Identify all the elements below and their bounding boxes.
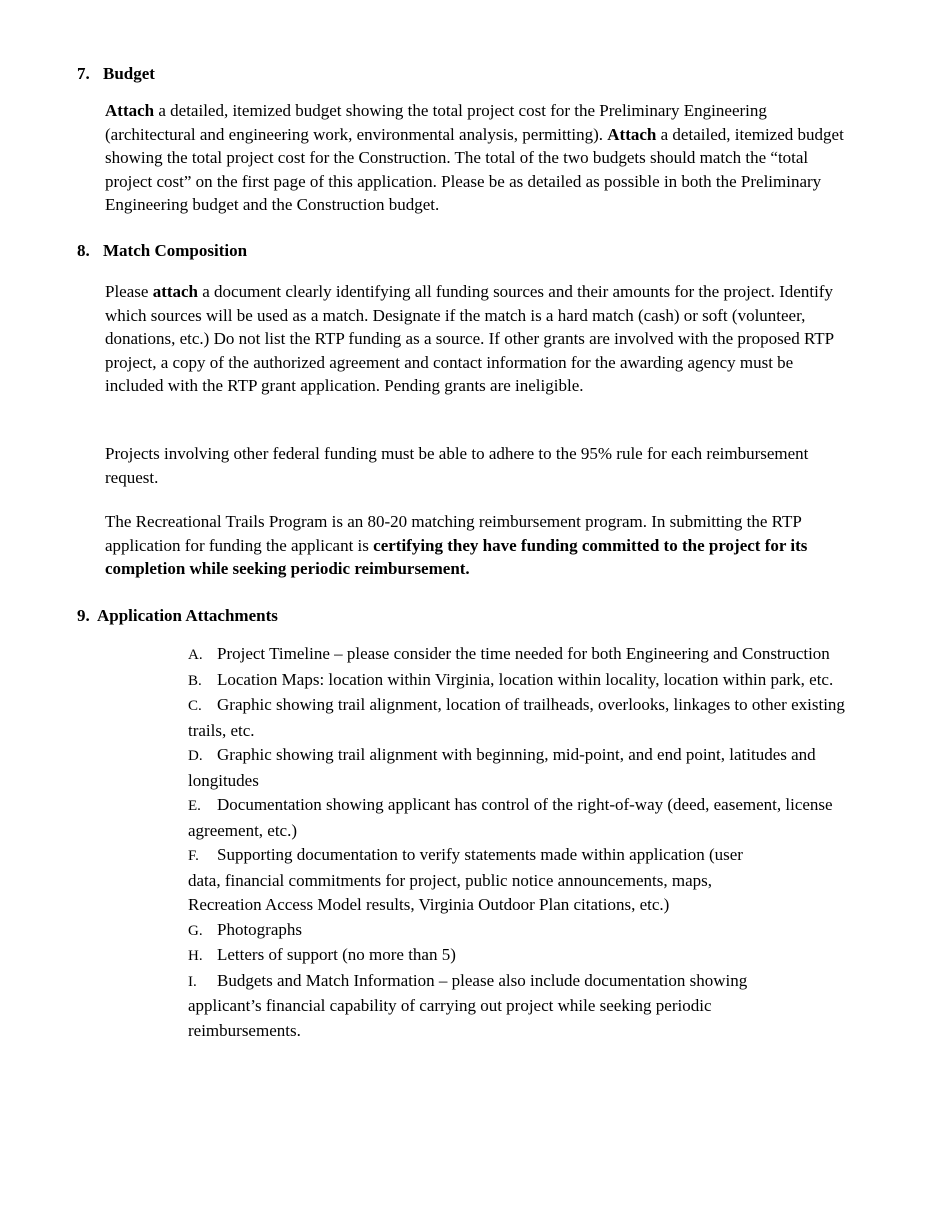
text-run: Projects involving other federal funding must be able to adhere to the 95% rule for each reimbursement request. [105,444,809,487]
attachments-list [188,642,848,1043]
list-item [188,668,848,694]
item-letter: C. [188,698,202,714]
item-text: Graphic showing trail alignment, location of trailheads, overlooks, linkages to other existing trails, etc. [188,695,845,740]
item-text: Photographs [217,919,302,939]
list-item [188,793,848,843]
text-run: Attach [607,124,657,144]
section-number: 9. [77,606,90,625]
section-title: Match Composition [103,241,248,260]
item-text: Graphic showing trail alignment with beginning, mid-point, and end point, latitudes and longitudes [188,745,816,790]
item-text: Supporting documentation to verify statements made within application (user data, financial commitments for project, public notice announcements, maps, Recreation Access Model results, Virginia Outdoor Plan citations, etc.) [188,845,743,914]
item-letter: I. [188,973,197,990]
list-item [188,743,848,793]
section-heading-application-attachments [77,606,278,626]
item-letter: G. [188,922,203,939]
text-run: a detailed, itemized budget showing the total project cost for the Preliminary Engineering (architectural and engineering work, environmental analysis, permitting). [105,101,767,144]
list-item [188,843,778,918]
text-run: The Recreational Trails Program is an 80-20 matching reimbursement program. In submitting the RTP application for funding the applicant is [105,512,802,555]
item-text: Budgets and Match Information – please also include documentation showing applicant’s financial capability of carrying out project while seeking periodic reimbursements. [188,970,748,1040]
section-heading-match-composition [77,241,247,261]
text-run: attach [152,282,199,301]
section-number: 7. [77,64,90,83]
section-title: Budget [103,64,155,83]
list-item [188,693,848,743]
list-item [188,943,848,969]
item-letter: A. [188,647,203,663]
item-text: Letters of support (no more than 5) [217,945,456,964]
section-number: 8. [77,241,90,260]
match-paragraph-federal [105,442,845,489]
section-title: Application Attachments [97,606,278,625]
text-run: a document clearly identifying all funding sources and their amounts for the project. Identify which sources will be used as a match. Designate if the match is a hard match (cash) or soft (volunteer, donations, etc.) Do not list the RTP funding as a source. If other grants are involved with the proposed RTP project, a copy of the authorized agreement and contact information for the awarding agency must be included with the RTP grant application. Pending grants are ineligible. [105,282,834,395]
text-run: Please [105,282,153,301]
text-run: certifying they have funding committed to the project for its completion while seeking periodic reimbursement. [105,535,808,578]
text-run: Attach [105,101,155,120]
list-item [188,642,848,668]
item-text: Location Maps: location within Virginia, location within locality, location within park, etc. [217,669,834,689]
match-paragraph-certification [105,510,845,581]
item-letter: B. [188,672,202,689]
section-heading-budget [77,64,155,84]
item-text: Documentation showing applicant has control of the right-of-way (deed, easement, license agreement, etc.) [188,795,833,840]
item-letter: D. [188,748,203,764]
list-item [188,969,813,1044]
match-paragraph-sources [105,280,845,398]
list-item [188,918,848,944]
item-letter: H. [188,948,203,964]
text-run: a detailed, itemized budget showing the total project cost for the Construction. The total of the two budgets should match the “total project cost” on the first page of this application. Please be as detailed as possible in both the Preliminary Engineering budget and the Construction budget. [105,124,844,214]
item-text: Project Timeline – please consider the time needed for both Engineering and Construction [217,644,830,663]
item-letter: E. [188,798,201,814]
item-letter: F. [188,848,199,864]
budget-paragraph [105,99,845,217]
